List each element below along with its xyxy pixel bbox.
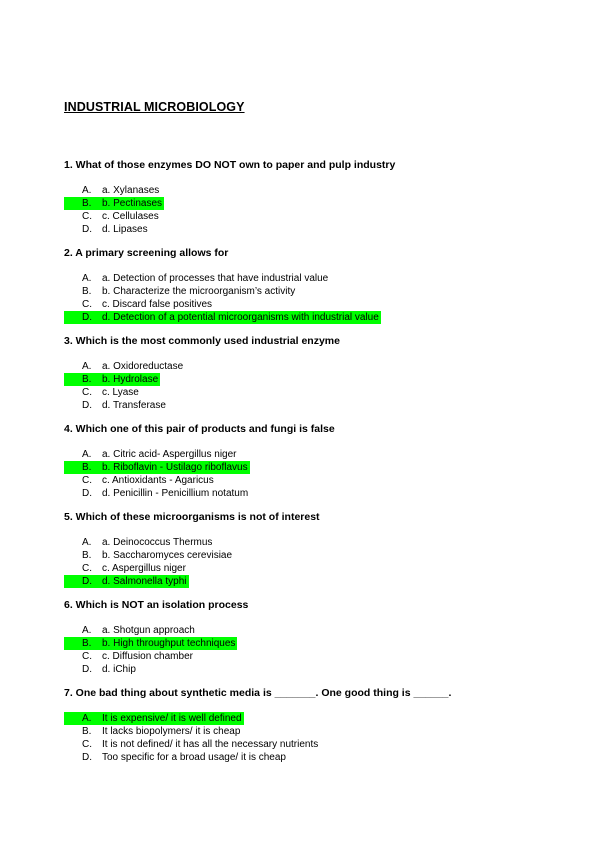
option-text: c. Discard false positives xyxy=(102,299,213,310)
option-letter: D. xyxy=(82,488,92,499)
option-text: It is expensive/ it is well defined xyxy=(102,713,242,724)
question-5 xyxy=(64,510,564,588)
page-title: INDUSTRIAL MICROBIOLOGY xyxy=(64,100,245,114)
option-letter: C. xyxy=(82,475,92,486)
answer-option-b xyxy=(64,725,564,738)
question-6 xyxy=(64,598,564,676)
option-letter: D. xyxy=(82,224,92,235)
answer-options xyxy=(64,360,564,412)
answer-option-c xyxy=(64,298,564,311)
question-text: 4. Which one of this pair of products and fungi is false xyxy=(64,423,335,435)
option-letter: A. xyxy=(82,449,92,460)
option-letter: A. xyxy=(82,537,92,548)
option-letter: C. xyxy=(82,299,92,310)
option-letter: B. xyxy=(82,374,92,385)
answer-option-a xyxy=(64,184,564,197)
option-text: It lacks biopolymers/ it is cheap xyxy=(102,726,241,737)
answer-option-b xyxy=(64,637,564,650)
answer-option-d xyxy=(64,399,564,412)
option-text: a. Citric acid- Aspergillus niger xyxy=(102,449,237,460)
answer-option-a xyxy=(64,536,564,549)
question-text: 6. Which is NOT an isolation process xyxy=(64,599,249,611)
question-7 xyxy=(64,686,564,764)
answer-option-d xyxy=(64,751,564,764)
option-text: Too specific for a broad usage/ it is cheap xyxy=(102,752,286,763)
answer-option-c xyxy=(64,562,564,575)
answer-option-b xyxy=(64,285,564,298)
option-letter: D. xyxy=(82,664,92,675)
option-letter: B. xyxy=(82,286,92,297)
option-letter: A. xyxy=(82,185,92,196)
option-text: a. Xylanases xyxy=(102,185,160,196)
option-text: b. Riboflavin - Ustilago riboflavus xyxy=(102,462,248,473)
answer-option-c xyxy=(64,650,564,663)
answer-option-b xyxy=(64,461,564,474)
answer-option-b xyxy=(64,549,564,562)
option-text: c. Cellulases xyxy=(102,211,159,222)
option-letter: C. xyxy=(82,387,92,398)
option-text: d. iChip xyxy=(102,664,136,675)
option-text: b. High throughput techniques xyxy=(102,638,236,649)
answer-option-d xyxy=(64,311,564,324)
answer-options xyxy=(64,184,564,236)
answer-option-c xyxy=(64,210,564,223)
answer-option-d xyxy=(64,663,564,676)
question-text: 5. Which of these microorganisms is not of interest xyxy=(64,511,320,523)
option-text: c. Antioxidants - Agaricus xyxy=(102,475,214,486)
option-text: c. Lyase xyxy=(102,387,139,398)
option-text: b. Characterize the microorganism’s activity xyxy=(102,286,296,297)
answer-option-a xyxy=(64,712,564,725)
question-text: 1. What of those enzymes DO NOT own to paper and pulp industry xyxy=(64,159,396,171)
option-text: b. Saccharomyces cerevisiae xyxy=(102,550,233,561)
question-4 xyxy=(64,422,564,500)
answer-options xyxy=(64,712,564,764)
option-text: d. Penicillin - Penicillium notatum xyxy=(102,488,249,499)
option-text: a. Detection of processes that have industrial value xyxy=(102,273,329,284)
answer-option-a xyxy=(64,448,564,461)
question-1 xyxy=(64,158,564,236)
option-text: d. Transferase xyxy=(102,400,166,411)
option-text: a. Shotgun approach xyxy=(102,625,195,636)
option-letter: A. xyxy=(82,625,92,636)
answer-option-d xyxy=(64,575,564,588)
answer-option-c xyxy=(64,738,564,751)
answer-options xyxy=(64,448,564,500)
option-letter: A. xyxy=(82,273,92,284)
question-text: 7. One bad thing about synthetic media is _______. One good thing is ______. xyxy=(64,687,452,699)
option-letter: C. xyxy=(82,563,92,574)
option-letter: D. xyxy=(82,312,92,323)
option-letter: B. xyxy=(82,550,92,561)
option-text: b. Pectinases xyxy=(102,198,163,209)
answer-option-a xyxy=(64,624,564,637)
option-letter: A. xyxy=(82,361,92,372)
option-text: d. Detection of a potential microorganisms with industrial value xyxy=(102,312,379,323)
answer-option-a xyxy=(64,272,564,285)
option-letter: C. xyxy=(82,651,92,662)
option-letter: D. xyxy=(82,752,92,763)
option-letter: B. xyxy=(82,462,92,473)
option-text: b. Hydrolase xyxy=(102,374,159,385)
answer-options xyxy=(64,624,564,676)
question-3 xyxy=(64,334,564,412)
answer-options xyxy=(64,272,564,324)
option-text: a. Deinococcus Thermus xyxy=(102,537,213,548)
option-letter: B. xyxy=(82,638,92,649)
answer-option-a xyxy=(64,360,564,373)
answer-option-c xyxy=(64,474,564,487)
answer-option-b xyxy=(64,197,564,210)
answer-option-c xyxy=(64,386,564,399)
option-text: d. Salmonella typhi xyxy=(102,576,187,587)
option-letter: C. xyxy=(82,211,92,222)
option-text: d. Lipases xyxy=(102,224,148,235)
question-text: 3. Which is the most commonly used industrial enzyme xyxy=(64,335,340,347)
answer-option-b xyxy=(64,373,564,386)
option-letter: C. xyxy=(82,739,92,750)
option-letter: A. xyxy=(82,713,92,724)
option-text: a. Oxidoreductase xyxy=(102,361,184,372)
answer-option-d xyxy=(64,487,564,500)
answer-option-d xyxy=(64,223,564,236)
option-text: It is not defined/ it has all the necessary nutrients xyxy=(102,739,319,750)
option-text: c. Diffusion chamber xyxy=(102,651,193,662)
question-2 xyxy=(64,246,564,324)
option-letter: D. xyxy=(82,576,92,587)
option-letter: B. xyxy=(82,726,92,737)
option-letter: B. xyxy=(82,198,92,209)
option-text: c. Aspergillus niger xyxy=(102,563,186,574)
question-text: 2. A primary screening allows for xyxy=(64,247,229,259)
option-letter: D. xyxy=(82,400,92,411)
answer-options xyxy=(64,536,564,588)
